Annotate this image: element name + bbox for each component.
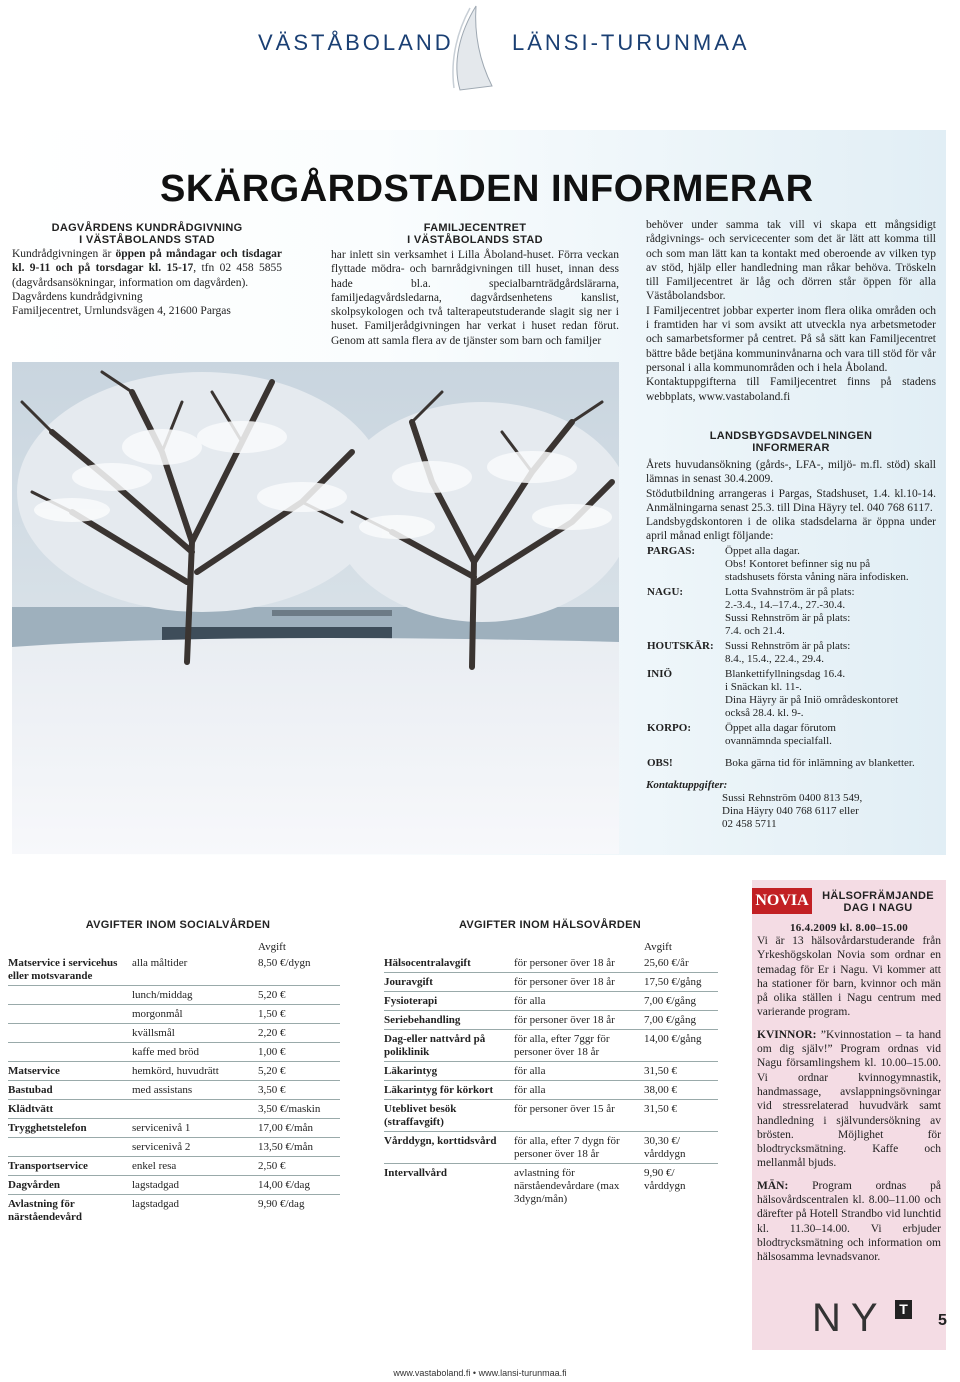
familjecentret-cont-p1: behöver under samma tak vill vi skapa ett mångsidigt rådgivnings- och servicecenter som det är lätt att komma till och som man lätt kan ta kontakt med oberoende av vilken typ av stöd, hjälp eller handledning man råkar behöva. Tröskeln till Familjecentret är låg och dörren står öppen för alla Väståbolandsbor. [646, 219, 936, 303]
fee-item: Matservice [8, 1062, 132, 1081]
schedule-row-nagu [646, 585, 936, 639]
sail-logo [430, 2, 500, 94]
schedule-line: i Snäckan kl. 11-. [725, 680, 802, 693]
fee-item: Jouravgift [384, 973, 514, 992]
schedule-line: stadshusets första våning nära infodisken. [725, 570, 909, 583]
nyt-logo-t: T [895, 1300, 912, 1319]
social-heading: AVGIFTER INOM SOCIALVÅRDEN [85, 919, 271, 931]
fee-condition: servicenivå 2 [132, 1138, 258, 1157]
kontakt-line: Sussi Rehnström 0400 813 549, [722, 791, 863, 804]
fee-condition: för alla [514, 1081, 644, 1100]
fee-amount: 31,50 € [644, 1062, 718, 1081]
fee-row [8, 1157, 340, 1176]
fee-item: Läkarintyg [384, 1062, 514, 1081]
novia-section [757, 890, 941, 1265]
fee-item: Läkarintyg för körkort [384, 1081, 514, 1100]
novia-p2-text: ”Kvinnostation – ta hand om dig själv!” Program ordnas vid Nagu församlingshem kl. 10.00–15.00. Vi ordnar kvinnogymnastik, handmassage, avslappningsövningar vid stressrelaterad huvudvärk samt handledning i självundersökning av brösten. Möjlighet för blodtrycksmätning. Kaffe och mellanmål bjuds. [757, 1028, 941, 1170]
fee-row [384, 1030, 718, 1062]
familjecentret-heading-2: I VÄSTÅBOLANDS STAD [407, 234, 543, 246]
fee-condition: med assistans [132, 1081, 258, 1100]
schedule-row-korpo [646, 721, 936, 749]
fee-amount: 13,50 €/mån [258, 1138, 340, 1157]
schedule-lines [724, 544, 936, 585]
schedule-lines [724, 721, 936, 749]
footer-url-2: www.lansi-turunmaa.fi [478, 1368, 567, 1378]
fee-condition: för personer över 18 år [514, 973, 644, 992]
dagvard-p2: Dagvårdens kundrådgivning [12, 290, 143, 303]
schedule-lines [724, 639, 936, 667]
schedule-line: Lotta Svahnström är på plats: [725, 585, 855, 598]
fee-item [8, 1138, 132, 1157]
kontakt-label: Kontaktuppgifter: [646, 778, 728, 791]
fee-amount: 3,50 €/maskin [258, 1100, 340, 1119]
fee-amount: 17,50 €/gång [644, 973, 718, 992]
page-title: SKÄRGÅRDSTADEN INFORMERAR [160, 168, 814, 210]
familjecentret-cont-p2: I Familjecentret jobbar experter inom flera olika områden och i framtiden har vi som avsikt att utveckla nya arbetsmetoder och samarbetsformer på centret. På så sätt kan Familjecentret bättre både betjäna kommuninvånarna och vara till stöd för vår personal i alla kommunområden och i hela Åboland. [646, 304, 936, 374]
fee-amount: 38,00 € [644, 1081, 718, 1100]
fee-amount: 31,50 € [644, 1100, 718, 1132]
novia-p2-label: KVINNOR: [757, 1028, 817, 1041]
fee-item [8, 1005, 132, 1024]
fee-item [8, 986, 132, 1005]
halso-heading: AVGIFTER INOM HÄLSOVÅRDEN [458, 919, 642, 931]
fee-amount: 2,50 € [258, 1157, 340, 1176]
fee-condition: enkel resa [132, 1157, 258, 1176]
fee-row [8, 1195, 340, 1227]
fee-amount: 14,00 €/gång [644, 1030, 718, 1062]
fee-condition: lagstadgad [132, 1195, 258, 1227]
fee-row [8, 1100, 340, 1119]
fee-item: Dagvården [8, 1176, 132, 1195]
fee-row [8, 1138, 340, 1157]
fee-row [384, 973, 718, 992]
fee-item: Seriebehandling [384, 1011, 514, 1030]
fee-item: Matservice i servicehus eller motsvarande [8, 957, 118, 982]
dagvard-p1-b: öppen på måndagar och tisdagar kl. 9-11 och på torsdagar kl. 15-17 [12, 248, 282, 275]
footer-url-1: www.vastaboland.fi [393, 1368, 471, 1378]
avgift-header: Avgift [258, 941, 286, 953]
fee-item [8, 1024, 132, 1043]
novia-date: 16.4.2009 kl. 8.00–15.00 [789, 922, 909, 934]
schedule-place: NAGU: [647, 585, 684, 598]
fee-item [8, 1043, 132, 1062]
schedule-place: PARGAS: [647, 544, 696, 557]
fee-row [384, 1100, 718, 1132]
fee-row [8, 1062, 340, 1081]
familjecentret-text: har inlett sin verksamhet i Lilla Åboland-huset. Förra veckan flyttade mödra- och barnrådgivningen till huset, innan dess hade bl.a. specialbarnträdgårdslärarna, familjedagvårdsledarna, dagvårdsenhetens kanslist, skolpsykologen och två talterapeutstuderande slagit sig ner i huset. Familjerådgivningen har verkat i huset redan förut. Genom att samla flera av de tjänster som barn och familjer [331, 249, 619, 347]
halso-fee-table [384, 941, 718, 1208]
dagvard-heading-1: DAGVÅRDENS KUNDRÅDGIVNING [51, 222, 243, 234]
snow-trees-photo [12, 362, 619, 854]
schedule-line: Öppet alla dagar. [725, 544, 800, 557]
novia-heading-1: HÄLSOFRÄMJANDE [822, 890, 934, 902]
fee-amount: 14,00 €/dag [258, 1176, 340, 1195]
familjecentret-continued [646, 218, 936, 404]
novia-p2 [757, 1028, 941, 1171]
fee-item: Trygghetstelefon [8, 1119, 132, 1138]
schedule-place: HOUTSKÄR: [647, 639, 714, 652]
fee-amount: 9,90 €/ vårddygn [644, 1164, 718, 1209]
schedule-lines [724, 667, 936, 721]
landsbygd-schedule [646, 544, 936, 771]
fee-row [8, 1024, 340, 1043]
dagvard-p1-a: Kundrådgivningen är [12, 248, 116, 260]
schedule-place: INIÖ [647, 667, 673, 680]
fee-condition: kaffe med bröd [132, 1043, 258, 1062]
fee-amount: 5,20 € [258, 986, 340, 1005]
dagvard-p1-c: , tfn 02 458 5855 (dagvårdsansökningar, information om dagvården). [12, 262, 282, 289]
novia-p3-label: MÄN: [757, 1179, 789, 1192]
fee-condition: för personer över 18 år [514, 957, 615, 969]
schedule-row-obs [646, 749, 936, 771]
fee-amount: 5,20 € [258, 1062, 340, 1081]
obs-label: OBS! [647, 756, 673, 769]
novia-logo: NOVIA [752, 888, 812, 914]
nyt-logo: NY [812, 1296, 888, 1340]
novia-heading-2: DAG I NAGU [843, 902, 913, 914]
fee-condition: alla måltider [132, 957, 188, 969]
fee-condition: avlastning för närståendevårdare (max 3dygn/mån) [514, 1164, 644, 1209]
fee-condition: för personer över 18 år [514, 1011, 644, 1030]
landsbygd-heading-2: INFORMERAR [752, 442, 830, 454]
fee-amount: 7,00 €/gång [644, 1011, 718, 1030]
familjecentret-cont-p3: Kontaktuppgifterna till Familjecentret finns på stadens webbplats, www.vastaboland.fi [646, 376, 936, 403]
landsbygd-p1: Årets huvudansökning (gårds-, LFA-, miljö- m.fl. stöd) skall lämnas in senast 30.4.2009. [646, 459, 936, 486]
novia-p1: Vi är 13 hälsovårdarstuderande från Yrkeshögskolan Novia som ordnar en temadag för Er i Nagu. Vi kommer att ha stationer för barn, kvinnor och män på olika ställen i Nagu centrum med varierande program. [757, 935, 941, 1019]
landsbygd-heading-1: LANDSBYGDSAVDELNINGEN [709, 430, 873, 442]
fee-amount: 7,00 €/gång [644, 992, 718, 1011]
schedule-line: Sussi Rehnström är på plats: [725, 611, 851, 624]
schedule-line: Blankettifyllningsdag 16.4. [725, 667, 846, 680]
fee-condition: för alla, efter 7ggr för personer över 18 år [514, 1030, 644, 1062]
fee-amount: 3,50 € [258, 1081, 340, 1100]
fee-item: Hälsocentralavgift [384, 957, 471, 969]
fee-condition: morgonmål [132, 1005, 258, 1024]
schedule-row-inio [646, 667, 936, 721]
dagvard-p3: Familjecentret, Urnlundsvägen 4, 21600 Pargas [12, 305, 231, 318]
familjecentret-heading-1: FAMILJECENTRET [423, 222, 527, 234]
fee-amount: 8,50 €/dygn [258, 957, 311, 969]
landsbygd-p2: Stödutbildning arrangeras i Pargas, Stadshuset, 1.4. kl.10-14. Anmälningarna senast 25.3. till Dina Häyry tel. 040 768 6117. [646, 487, 936, 514]
fee-row [8, 1043, 340, 1062]
schedule-lines [724, 585, 936, 639]
fee-amount: 30,30 €/ vårddygn [644, 1132, 718, 1164]
landsbygd-section [646, 430, 936, 831]
fee-row [8, 1005, 340, 1024]
fee-condition: för alla [514, 1062, 644, 1081]
schedule-line: också 28.4. kl. 9-. [725, 706, 804, 719]
fee-condition: lagstadgad [132, 1176, 258, 1195]
fee-item: Bastubad [8, 1081, 132, 1100]
masthead-left: VÄSTÅBOLAND [258, 30, 454, 55]
masthead-right: LÄNSI-TURUNMAA [512, 30, 750, 55]
fee-row [384, 1132, 718, 1164]
schedule-line: Obs! Kontoret befinner sig nu på [725, 557, 871, 570]
familjecentret-section [331, 222, 619, 348]
fee-item: Avlastning för närståendevård [8, 1195, 132, 1227]
fee-row [8, 1176, 340, 1195]
fee-amount: 9,90 €/dag [258, 1195, 340, 1227]
schedule-row-pargas [646, 544, 936, 585]
fee-condition: för personer över 15 år [514, 1100, 644, 1132]
schedule-line: Öppet alla dagar förutom [725, 721, 836, 734]
fee-row [384, 1011, 718, 1030]
fee-amount: 17,00 €/mån [258, 1119, 340, 1138]
social-fee-table [8, 941, 340, 1226]
footer-urls [0, 1368, 960, 1378]
fee-item: Intervallvård [384, 1164, 514, 1209]
schedule-line: 2.-3.4., 14.–17.4., 27.-30.4. [725, 598, 846, 611]
fee-item: Fysioterapi [384, 992, 514, 1011]
fee-amount: 25,60 €/år [644, 957, 689, 969]
kontakt-line: 02 458 5711 [722, 817, 777, 830]
fee-condition [132, 1100, 258, 1119]
fee-row [384, 1081, 718, 1100]
kontakt-line: Dina Häyry 040 768 6117 eller [722, 804, 859, 817]
fee-condition: lunch/middag [132, 986, 258, 1005]
fee-condition: kvällsmål [132, 1024, 258, 1043]
fee-row [8, 1081, 340, 1100]
fee-item: Uteblivet besök (straffavgift) [384, 1100, 514, 1132]
fee-row [8, 954, 340, 986]
schedule-line: ovannämnda specialfall. [725, 734, 832, 747]
landsbygd-p3: Landsbygdskontoren i de olika stadsdelarna är öppna under april månad enligt följande: [646, 516, 936, 543]
fee-row [8, 1119, 340, 1138]
fee-row [384, 1062, 718, 1081]
fee-condition: servicenivå 1 [132, 1119, 258, 1138]
fee-item: Dag-eller nattvård på poliklinik [384, 1030, 514, 1062]
fee-item: Transportservice [8, 1157, 132, 1176]
fee-amount: 1,50 € [258, 1005, 340, 1024]
schedule-line: Sussi Rehnström är på plats: [725, 639, 851, 652]
footer-separator: • [472, 1368, 477, 1378]
schedule-line: 7.4. och 21.4. [725, 624, 785, 637]
fee-row [8, 986, 340, 1005]
fee-condition: för alla [514, 992, 644, 1011]
fee-condition: hemkörd, huvudrätt [132, 1062, 258, 1081]
dagvard-p1 [12, 247, 282, 290]
novia-p3-text: Program ordnas på hälsovårdscentralen kl. 8.00–11.00 och därefter på Hotell Strandbo vid lunchtid kl. 11.30–14.00. Vi erbjuder blodtrycksmätning och information om hälsosamma levnadsvanor. [757, 1179, 941, 1264]
fee-condition: för alla, efter 7 dygn för personer över 18 år [514, 1132, 644, 1164]
fee-row [384, 1164, 718, 1209]
schedule-row-houtskar [646, 639, 936, 667]
fee-row [384, 954, 718, 973]
dagvard-heading-2: I VÄSTÅBOLANDS STAD [79, 234, 215, 246]
schedule-line: Dina Häyry är på Iniö områdeskontoret [725, 693, 899, 706]
obs-text: Boka gärna tid för inlämning av blanketter. [725, 756, 915, 769]
fee-item: Klädtvätt [8, 1100, 132, 1119]
schedule-place: KORPO: [647, 721, 691, 734]
fee-amount: 2,20 € [258, 1024, 340, 1043]
schedule-line: 8.4., 15.4., 22.4., 29.4. [725, 652, 824, 665]
fee-row [384, 992, 718, 1011]
page-number: 5 [938, 1312, 947, 1329]
dagvard-section [12, 222, 282, 318]
fee-amount: 1,00 € [258, 1043, 340, 1062]
avgift-header: Avgift [644, 941, 672, 953]
fee-item: Vårddygn, korttidsvård [384, 1132, 514, 1164]
novia-p3 [757, 1179, 941, 1265]
